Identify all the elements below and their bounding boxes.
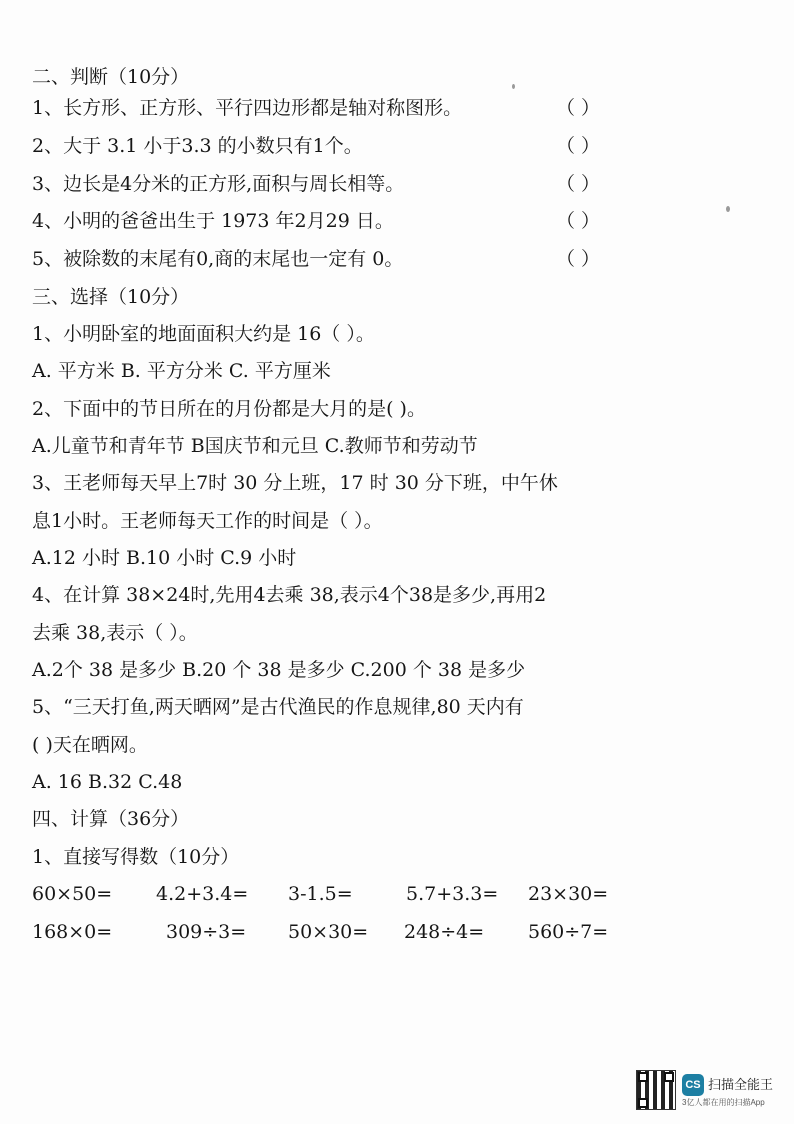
judgment-item-5: 5、被除数的末尾有0,商的末尾也一定有 0。	[32, 248, 404, 270]
scanner-watermark	[636, 1070, 786, 1114]
choice-question-3-line-2: 息1小时。王老师每天工作的时间是（ ）。	[32, 510, 383, 532]
judgment-answer-blank-1[interactable]: （ ）	[556, 97, 601, 119]
choice-options-2: A.儿童节和青年节 B国庆节和元旦 C.教师节和劳动节	[32, 435, 478, 457]
judgment-item-3: 3、边长是4分米的正方形,面积与周长相等。	[32, 173, 405, 195]
choice-options-3: A.12 小时 B.10 小时 C.9 小时	[32, 547, 297, 569]
calc-expression: 60×50=	[32, 883, 113, 905]
scan-speck	[726, 206, 730, 212]
choice-options-5: A. 16 B.32 C.48	[32, 771, 183, 793]
calc-expression: 50×30=	[288, 921, 369, 943]
calc-expression: 560÷7=	[528, 921, 609, 943]
calc-row-1	[32, 881, 672, 907]
judgment-item-4: 4、小明的爸爸出生于 1973 年2月29 日。	[32, 210, 394, 232]
section-heading-judgment: 二、判断（10分）	[32, 66, 190, 88]
scan-speck	[512, 84, 515, 89]
judgment-answer-blank-4[interactable]: （ ）	[556, 210, 601, 232]
section-heading-choice: 三、选择（10分）	[32, 286, 190, 308]
calc-expression: 4.2+3.4=	[156, 883, 249, 905]
calc-expression: 309÷3=	[166, 921, 247, 943]
choice-options-4: A.2个 38 是多少 B.20 个 38 是多少 C.200 个 38 是多少	[32, 659, 526, 681]
choice-options-1: A. 平方米 B. 平方分米 C. 平方厘米	[32, 360, 331, 382]
section-heading-calc: 四、计算（36分）	[32, 808, 190, 830]
watermark-tagline: 3亿人都在用的扫描App	[682, 1098, 765, 1107]
choice-question-5-line-1: 5、“三天打鱼,两天晒网”是古代渔民的作息规律,80 天内有	[32, 696, 524, 718]
camscanner-logo: CS	[682, 1074, 704, 1096]
calc-expression: 23×30=	[528, 883, 609, 905]
calc-expression: 5.7+3.3=	[406, 883, 499, 905]
judgment-answer-blank-2[interactable]: （ ）	[556, 135, 601, 157]
choice-question-4-line-1: 4、在计算 38×24时,先用4去乘 38,表示4个38是多少,再用2	[32, 584, 547, 606]
calc-expression: 168×0=	[32, 921, 113, 943]
choice-question-4-line-2: 去乘 38,表示（ ）。	[32, 622, 198, 644]
judgment-item-2: 2、大于 3.1 小于3.3 的小数只有1个。	[32, 135, 363, 157]
judgment-item-1: 1、长方形、正方形、平行四边形都是轴对称图形。	[32, 97, 463, 119]
calc-row-2	[32, 919, 672, 945]
choice-question-3-line-1: 3、王老师每天早上7时 30 分上班，17 时 30 分下班，中午休	[32, 472, 558, 494]
choice-question-5-line-2: ( )天在晒网。	[32, 734, 148, 756]
choice-question-1: 1、小明卧室的地面面积大约是 16（ ）。	[32, 323, 375, 345]
judgment-answer-blank-3[interactable]: （ ）	[556, 173, 601, 195]
choice-question-2: 2、下面中的节日所在的月份都是大月的是( )。	[32, 398, 426, 420]
calc-expression: 3-1.5=	[288, 883, 353, 905]
qr-code-icon	[636, 1070, 676, 1110]
watermark-brand: 扫描全能王	[708, 1077, 774, 1092]
judgment-answer-blank-5[interactable]: （ ）	[556, 248, 601, 270]
calc-expression: 248÷4=	[404, 921, 485, 943]
calc-subheading: 1、直接写得数（10分）	[32, 846, 240, 868]
